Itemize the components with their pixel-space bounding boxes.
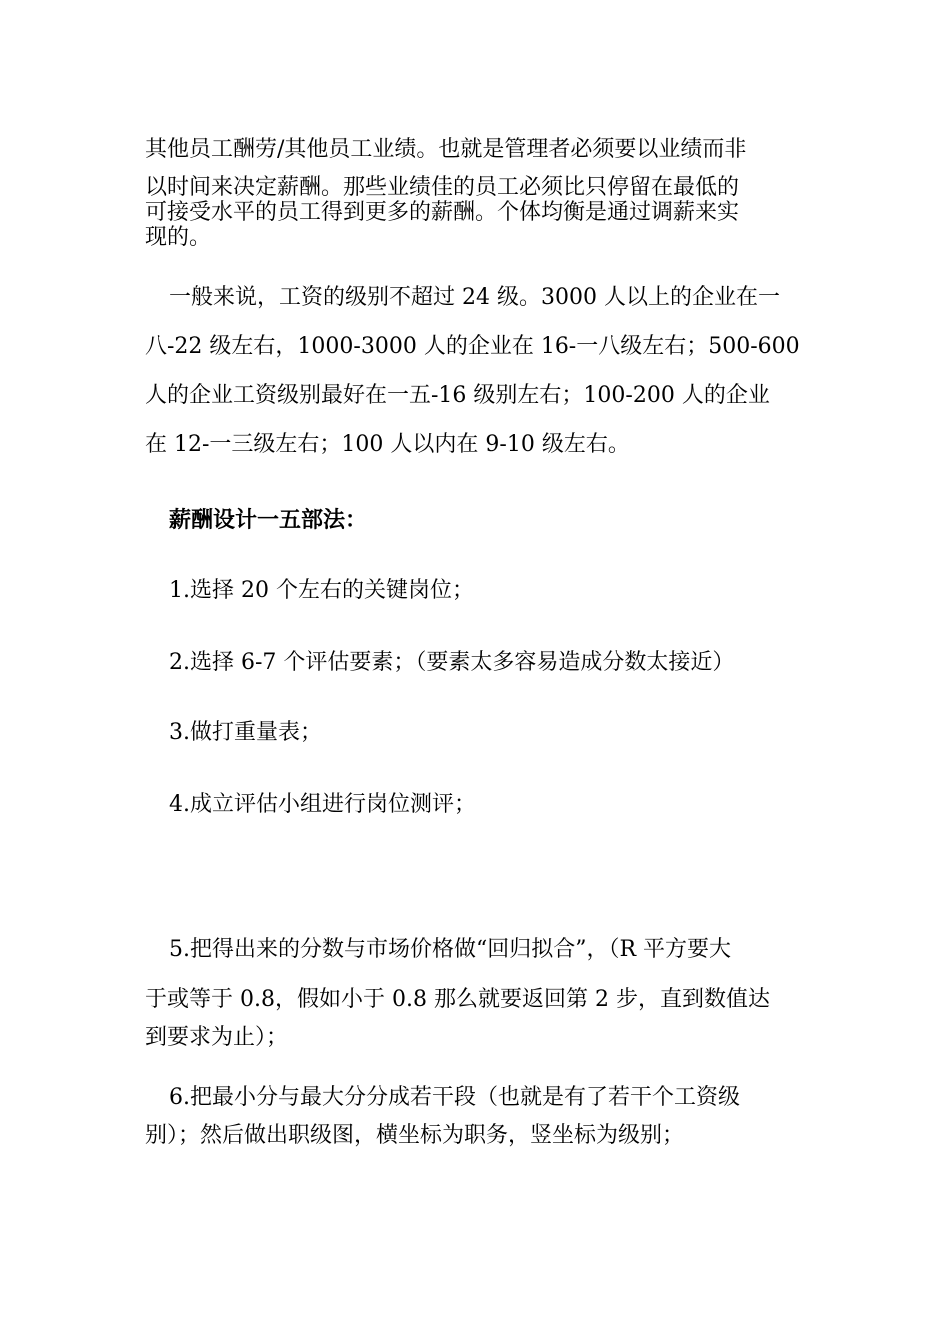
step-5-line-3: 到要求为止）；	[145, 1025, 289, 1050]
step-5-line-1: 5.把得出来的分数与市场价格做“回归拟合”，（R 平方要大	[169, 937, 732, 962]
section-heading: 薪酬设计一五部法：	[169, 507, 368, 533]
step-4: 4.成立评估小组进行岗位测评；	[169, 792, 476, 817]
step-5-line-2: 于或等于 0.8，假如小于 0.8 那么就要返回第 2 步，直到数值达	[145, 987, 770, 1012]
paragraph-1-line-4: 现的。	[145, 225, 212, 250]
paragraph-1-line-1: 其他员工酬劳/其他员工业绩。也就是管理者必须要以业绩而非	[145, 137, 747, 162]
paragraph-1-line-3: 可接受水平的员工得到更多的薪酬。个体均衡是通过调薪来实	[145, 200, 740, 225]
step-2: 2.选择 6-7 个评估要素；（要素太多容易造成分数太接近）	[169, 650, 735, 675]
paragraph-2-line-2: 八-22 级左右，1000-3000 人的企业在 16-一八级左右；500-600	[145, 334, 800, 359]
paragraph-2-line-3: 人的企业工资级别最好在一五-16 级别左右；100-200 人的企业	[145, 383, 770, 408]
paragraph-2-line-1: 一般来说，工资的级别不超过 24 级。3000 人以上的企业在一	[169, 285, 780, 310]
paragraph-2-line-4: 在 12-一三级左右；100 人以内在 9-10 级左右。	[145, 432, 630, 457]
step-6-line-2: 别）；然后做出职级图，横坐标为职务，竖坐标为级别；	[145, 1123, 685, 1148]
step-3: 3.做打重量表；	[169, 720, 322, 745]
step-1: 1.选择 20 个左右的关键岗位；	[169, 578, 474, 603]
step-6-line-1: 6.把最小分与最大分分成若干段（也就是有了若干个工资级	[169, 1085, 740, 1110]
paragraph-1-line-2: 以时间来决定薪酬。那些业绩佳的员工必须比只停留在最低的	[145, 175, 740, 200]
